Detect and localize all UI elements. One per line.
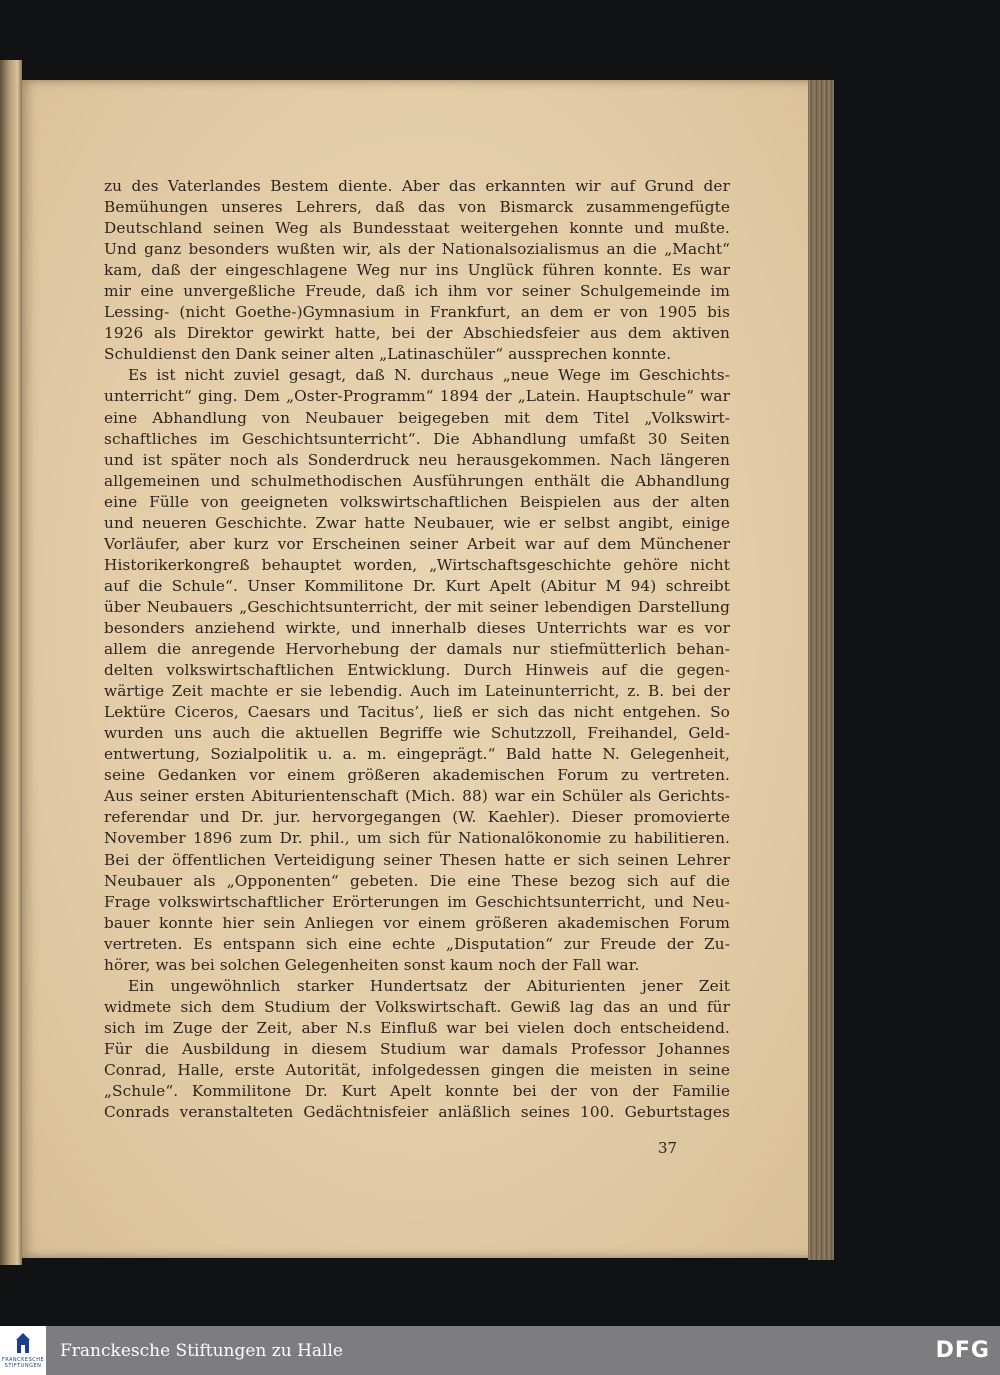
page-number: 37: [658, 1139, 678, 1157]
text-line: sich im Zuge der Zeit, aber N.s Einfluß war bei vielen doch entscheidend.: [104, 1018, 730, 1037]
text-line: Neubauer als „Opponenten“ gebeten. Die eine These bezog sich auf die: [104, 871, 730, 890]
text-line: eine Abhandlung von Neubauer beigegeben mit dem Titel „Volkswirt-: [104, 408, 730, 427]
building-icon: [13, 1333, 33, 1355]
text-line: Bemühungen unseres Lehrers, daß das von Bismarck zusammengefügte: [104, 198, 730, 217]
text-line: Und ganz besonders wußten wir, als der Nationalsozialismus an die „Macht“: [104, 240, 730, 259]
text-line: Bei der öffentlichen Verteidigung seiner Thesen hatte er sich seinen Lehrer: [104, 850, 730, 869]
text-line: allgemeinen und schulmethodischen Ausführungen enthält die Abhandlung: [104, 471, 730, 490]
footer-bar: [0, 1326, 1000, 1375]
text-line: entwertung, Sozialpolitik u. a. m. eingeprägt.“ Bald hatte N. Gelegenheit,: [104, 745, 730, 764]
text-line: delten volkswirtschaftlichen Entwicklung. Durch Hinweis auf die gegen-: [104, 661, 730, 680]
text-line: zu des Vaterlandes Bestem diente. Aber das erkannten wir auf Grund der: [104, 177, 730, 195]
text-line: mir eine unvergeßliche Freude, daß ich ihm vor seiner Schulgemeinde im: [104, 282, 730, 301]
text-line: schaftliches im Geschichtsunterricht“. Die Abhandlung umfaßt 30 Seiten: [104, 429, 730, 448]
logo-text: FRANCKESCHE STIFTUNGEN: [1, 1356, 45, 1369]
text-line: Schuldienst den Dank seiner alten „Latinaschüler“ aussprechen konnte.: [104, 345, 672, 364]
text-line: seine Gedanken vor einem größeren akademischen Forum zu vertreten.: [104, 766, 730, 785]
text-line: Conrad, Halle, erste Autorität, infolgedessen gingen die meisten in seine: [104, 1060, 730, 1079]
book-page: [22, 80, 822, 1258]
text-line: und ist später noch als Sonderdruck neu herausgekommen. Nach längeren: [104, 450, 730, 469]
text-line: wurden uns auch die aktuellen Begriffe wie Schutzzoll, Freihandel, Geld-: [104, 724, 730, 743]
text-line: und neueren Geschichte. Zwar hatte Neubauer, wie er selbst angibt, einige: [104, 513, 730, 532]
book-spine: [0, 60, 22, 1265]
page-edge: [808, 80, 834, 1260]
text-line: Aus seiner ersten Abiturientenschaft (Mich. 88) war ein Schüler als Gerichts-: [104, 787, 730, 806]
text-line: widmete sich dem Studium der Volkswirtschaft. Gewiß lag das an und für: [104, 997, 730, 1016]
institution-logo[interactable]: [0, 1326, 46, 1375]
text-line: Deutschland seinen Weg als Bundesstaat weitergehen konnte und mußte.: [104, 219, 730, 238]
text-line: kam, daß der eingeschlagene Weg nur ins Unglück führen konnte. Es war: [104, 261, 730, 280]
text-line: Vorläufer, aber kurz vor Erscheinen seiner Arbeit war auf dem Münchener: [104, 534, 730, 553]
text-line: Lessing- (nicht Goethe-)Gymnasium in Frankfurt, an dem er von 1905 bis: [104, 303, 730, 322]
text-line: „Schule“. Kommilitone Dr. Kurt Apelt konnte bei der von der Familie: [104, 1082, 730, 1101]
text-line: Ein ungewöhnlich starker Hundertsatz der Abiturienten jener Zeit: [128, 976, 730, 995]
text-line: auf die Schule“. Unser Kommilitone Dr. Kurt Apelt (Abitur M 94) schreibt: [104, 576, 730, 595]
body-text: [104, 176, 730, 1123]
institution-name: Franckesche Stiftungen zu Halle: [60, 1340, 343, 1361]
text-line: 1926 als Direktor gewirkt hatte, bei der Abschiedsfeier aus dem aktiven: [104, 324, 730, 343]
text-line: Lektüre Ciceros, Caesars und Tacitus’, ließ er sich das nicht entgehen. So: [104, 703, 730, 722]
text-line: Frage volkswirtschaftlicher Erörterungen im Geschichtsunterricht, und Neu-: [104, 892, 730, 911]
text-line: November 1896 zum Dr. phil., um sich für Nationalökonomie zu habilitieren.: [104, 829, 730, 848]
text-line: allem die anregende Hervorhebung der damals nur stiefmütterlich behan-: [104, 640, 730, 659]
text-line: unterricht“ ging. Dem „Oster-Programm“ 1894 der „Latein. Hauptschule“ war: [104, 387, 730, 406]
text-line: eine Fülle von geeigneten volkswirtschaftlichen Beispielen aus der alten: [104, 492, 730, 511]
dfg-logo[interactable]: DFG: [935, 1338, 990, 1363]
text-line: Historikerkongreß behauptet worden, „Wirtschaftsgeschichte gehöre nicht: [104, 555, 730, 574]
text-line: wärtige Zeit machte er sie lebendig. Auch im Lateinunterricht, z. B. bei der: [104, 682, 730, 701]
text-line: Es ist nicht zuviel gesagt, daß N. durchaus „neue Wege im Geschichts-: [128, 366, 730, 385]
text-line: Conrads veranstalteten Gedächtnisfeier anläßlich seines 100. Geburtstages: [104, 1103, 730, 1122]
text-line: besonders anziehend wirkte, und innerhalb dieses Unterrichts war es vor: [104, 618, 730, 637]
text-line: hörer, was bei solchen Gelegenheiten sonst kaum noch der Fall war.: [104, 955, 640, 974]
text-line: über Neubauers „Geschichtsunterricht, der mit seiner lebendigen Darstellung: [104, 597, 730, 616]
text-line: bauer konnte hier sein Anliegen vor einem größeren akademischen Forum: [104, 913, 730, 932]
text-line: Für die Ausbildung in diesem Studium war damals Professor Johannes: [104, 1039, 730, 1058]
text-line: vertreten. Es entspann sich eine echte „Disputation“ zur Freude der Zu-: [104, 934, 730, 953]
text-line: referendar und Dr. jur. hervorgegangen (W. Kaehler). Dieser promovierte: [104, 808, 730, 827]
